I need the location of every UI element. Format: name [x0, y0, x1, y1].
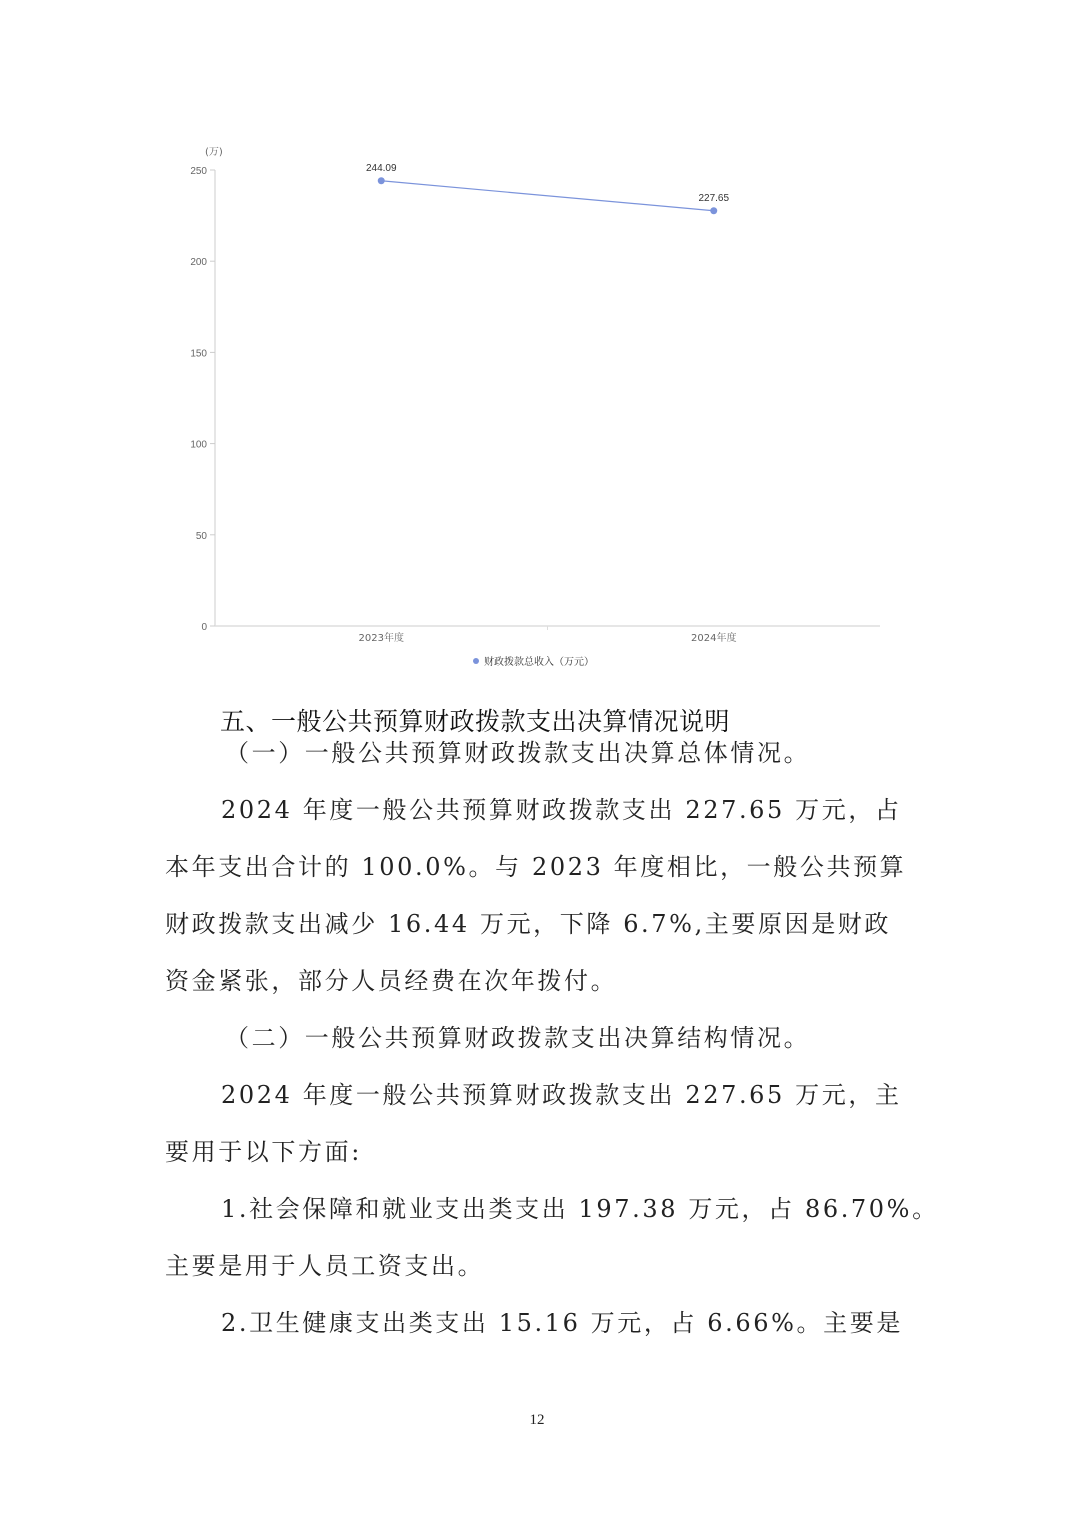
series-line: [381, 181, 714, 211]
data-label: 227.65: [698, 192, 730, 204]
paragraph-line: 2024 年度一般公共预算财政拨款支出 227.65 万元，主: [221, 1081, 902, 1109]
paragraph-line: 要用于以下方面:: [165, 1138, 362, 1166]
x-tick-label: 2023年度: [358, 633, 404, 644]
y-tick-label: 100: [190, 439, 207, 451]
page-number: 12: [529, 1412, 545, 1428]
legend-label: 财政拨款总收入（万元）: [484, 657, 594, 668]
subsection-1-title: （一）一般公共预算财政拨款支出决算总体情况。: [225, 739, 811, 767]
x-ticks: [359, 626, 737, 644]
data-point[interactable]: [378, 177, 385, 184]
section-heading: 五、一般公共预算财政拨款支出决算情况说明: [220, 707, 731, 736]
series-group: [366, 163, 730, 214]
y-ticks: [190, 166, 215, 633]
line-chart: [0, 0, 1074, 680]
y-tick-label: 0: [201, 622, 207, 633]
x-tick-label: 2024年度: [691, 633, 737, 644]
y-tick-label: 50: [195, 530, 207, 542]
data-label: 244.09: [365, 162, 397, 174]
paragraph-line: 本年支出合计的 100.0%。与 2023 年度相比，一般公共预算: [165, 853, 907, 881]
subsection-1: [165, 725, 939, 1352]
paragraph-line: 财政拨款支出减少 16.44 万元，下降 6.7%,主要原因是财政: [165, 910, 891, 938]
paragraph-line: 资金紧张，部分人员经费在次年拨付。: [165, 967, 618, 995]
data-point[interactable]: [710, 207, 717, 214]
list-item-2-line: 2.卫生健康支出类支出 15.16 万元，占 6.66%。主要是: [221, 1309, 903, 1337]
y-axis-unit-label: (万): [205, 147, 223, 158]
subsection-2-title: （二）一般公共预算财政拨款支出决算结构情况。: [225, 1024, 811, 1052]
legend-marker: [473, 658, 479, 664]
y-tick-label: 200: [190, 257, 207, 269]
legend[interactable]: [473, 655, 594, 668]
y-tick-label: 250: [190, 166, 207, 177]
paragraph-line: 2024 年度一般公共预算财政拨款支出 227.65 万元，占: [221, 796, 902, 824]
list-item-1-line: 主要是用于人员工资支出。: [165, 1252, 485, 1280]
y-tick-label: 150: [190, 348, 207, 360]
list-item-1-line: 1.社会保障和就业支出类支出 197.38 万元，占 86.70%。: [221, 1195, 939, 1223]
